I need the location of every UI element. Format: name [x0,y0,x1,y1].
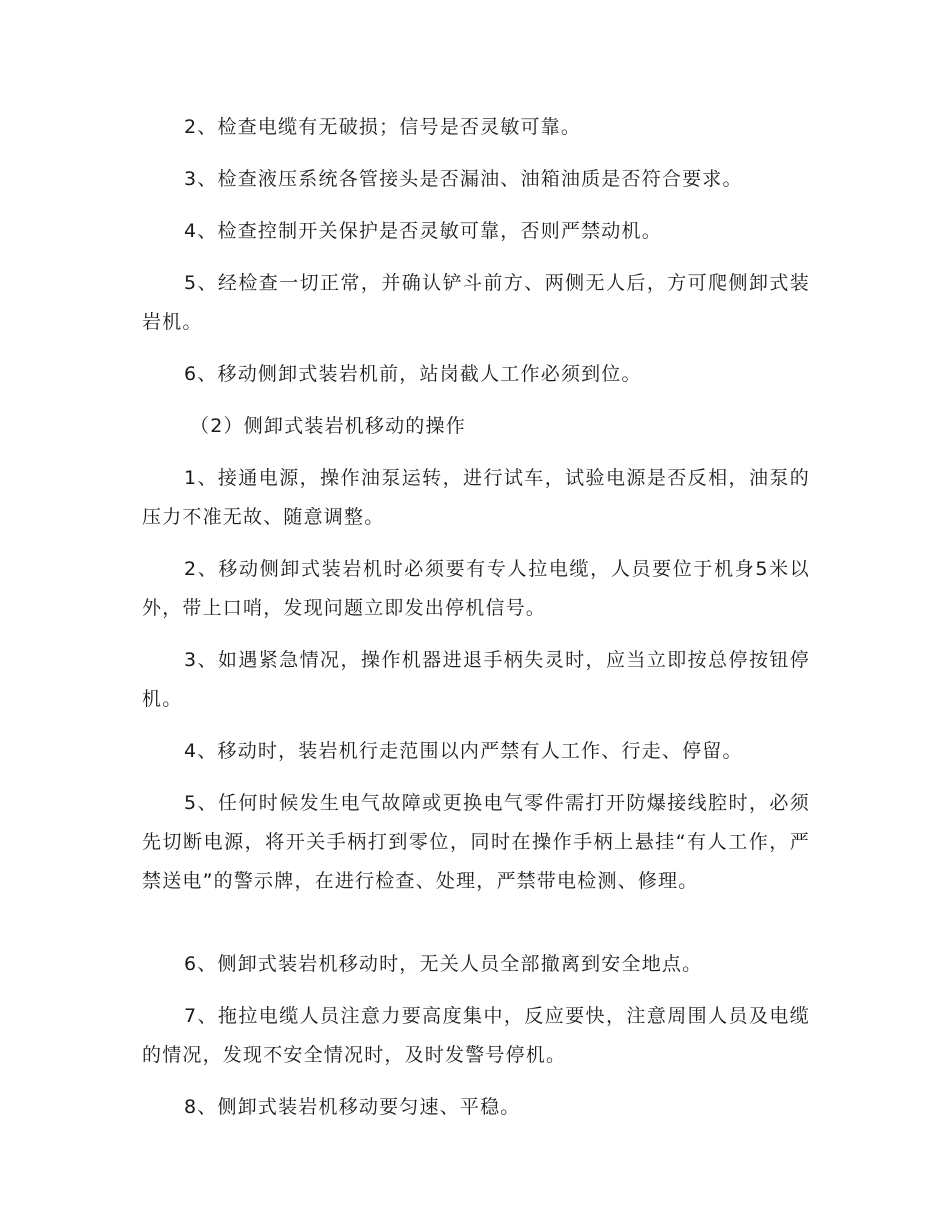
paragraph-evacuate: 6、侧卸式装岩机移动时，无关人员全部撤离到安全地点。 [184,953,703,975]
paragraph-power-on: 1、接通电源，操作油泵运转，进行试车，试验电源是否反相，油泵的压力不准无故、随意调整。 [142,467,810,528]
paragraph-confirm-clear: 5、经检查一切正常，并确认铲斗前方、两侧无人后，方可爬侧卸式装岩机。 [142,272,810,333]
paragraph-guard-position: 6、移动侧卸式装岩机前，站岗截人工作必须到位。 [184,363,642,385]
paragraph-cable-attention: 7、拖拉电缆人员注意力要高度集中，反应要快，注意周围人员及电缆的情况，发现不安全情况时，及时发警号停机。 [142,1005,810,1066]
paragraph-cable-handler: 2、移动侧卸式装岩机时必须要有专人拉电缆，人员要位于机身5米以外，带上口哨，发现问题立即发出停机信号。 [142,558,810,619]
paragraph-check-hydraulic: 3、检查液压系统各管接头是否漏油、油箱油质是否符合要求。 [184,168,743,190]
section-heading: （2）侧卸式装岩机移动的操作 [190,415,466,437]
paragraph-emergency-stop: 3、如遇紧急情况，操作机器进退手柄失灵时，应当立即按总停按钮停机。 [142,649,810,710]
paragraph-check-cable: 2、检查电缆有无破损；信号是否灵敏可靠。 [184,116,582,138]
paragraph-electrical-fault: 5、任何时候发生电气故障或更换电气零件需打开防爆接线腔时，必须先切断电源，将开关手柄打到零位，同时在操作手柄上悬挂“有人工作，严禁送电”的警示牌，在进行检查、处理，严禁带电检测、修理。 [142,792,810,892]
paragraph-travel-area: 4、移动时，装岩机行走范围以内严禁有人工作、行走、停留。 [184,740,743,762]
paragraph-steady-movement: 8、侧卸式装岩机移动要匀速、平稳。 [184,1096,521,1118]
paragraph-check-switch: 4、检查控制开关保护是否灵敏可靠，否则严禁动机。 [184,220,662,242]
